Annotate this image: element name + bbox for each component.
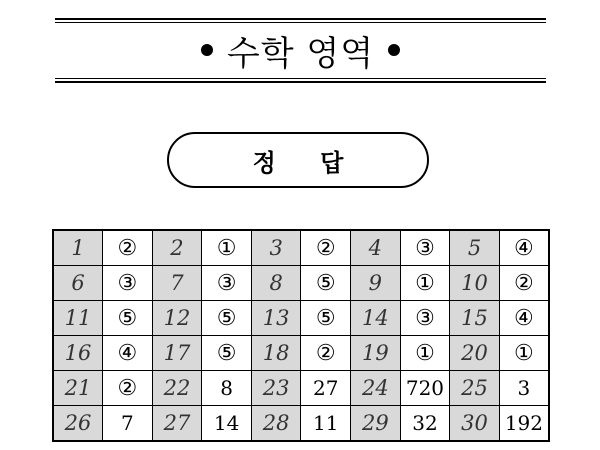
answer-value: ⑤ [202,336,252,371]
answer-value: 14 [202,406,252,442]
top-rule-inner [55,22,546,23]
answer-value: ⑤ [301,301,351,336]
question-number: 7 [152,266,202,301]
answer-value: ③ [400,230,450,266]
answer-value: 27 [301,371,351,406]
answer-label: 정 답 [252,148,362,177]
question-number: 25 [450,371,500,406]
answer-label-box [167,132,429,188]
answer-table [52,229,550,442]
question-number: 1 [53,230,103,266]
question-number: 26 [53,406,103,442]
question-number: 30 [450,406,500,442]
bottom-rule-inner [55,78,546,79]
question-number: 24 [351,371,401,406]
question-number: 17 [152,336,202,371]
answer-value: 7 [103,406,153,442]
question-number: 29 [351,406,401,442]
question-number: 6 [53,266,103,301]
question-number: 19 [351,336,401,371]
question-number: 3 [251,230,301,266]
question-number: 2 [152,230,202,266]
answer-value: ⑤ [103,301,153,336]
answer-value: ② [103,230,153,266]
page-title: 수학 영역 [226,33,375,74]
answer-value: ③ [202,266,252,301]
question-number: 5 [450,230,500,266]
question-number: 18 [251,336,301,371]
table-row [53,336,549,371]
question-number: 8 [251,266,301,301]
answer-value: ④ [103,336,153,371]
question-number: 21 [53,371,103,406]
question-number: 10 [450,266,500,301]
table-row [53,371,549,406]
question-number: 23 [251,371,301,406]
question-number: 28 [251,406,301,442]
answer-value: ① [400,336,450,371]
question-number: 20 [450,336,500,371]
header [55,24,546,76]
page-title-group [201,26,400,75]
answer-value: ③ [400,301,450,336]
question-number: 11 [53,301,103,336]
question-number: 9 [351,266,401,301]
table-row [53,406,549,442]
answer-value: ⑤ [202,301,252,336]
answer-value: ④ [499,230,549,266]
answer-value: 32 [400,406,450,442]
answer-value: ① [202,230,252,266]
answer-value: 3 [499,371,549,406]
table-row [53,266,549,301]
table-row [53,230,549,266]
question-number: 12 [152,301,202,336]
answer-value: 8 [202,371,252,406]
question-number: 4 [351,230,401,266]
question-number: 15 [450,301,500,336]
answer-value: 720 [400,371,450,406]
answer-value: ② [499,266,549,301]
bullet-icon [388,44,400,56]
answer-value: ⑤ [301,266,351,301]
answer-value: 192 [499,406,549,442]
bullet-icon [201,44,213,56]
question-number: 27 [152,406,202,442]
answer-table-body [53,230,549,441]
answer-value: ② [301,336,351,371]
question-number: 16 [53,336,103,371]
answer-value: ② [103,371,153,406]
answer-value: ① [400,266,450,301]
top-rule-outer [55,18,546,20]
answer-value: ② [301,230,351,266]
bottom-rule-outer [55,81,546,83]
table-row [53,301,549,336]
question-number: 14 [351,301,401,336]
question-number: 22 [152,371,202,406]
answer-value: ③ [103,266,153,301]
answer-value: 11 [301,406,351,442]
question-number: 13 [251,301,301,336]
answer-value: ① [499,336,549,371]
answer-value: ④ [499,301,549,336]
